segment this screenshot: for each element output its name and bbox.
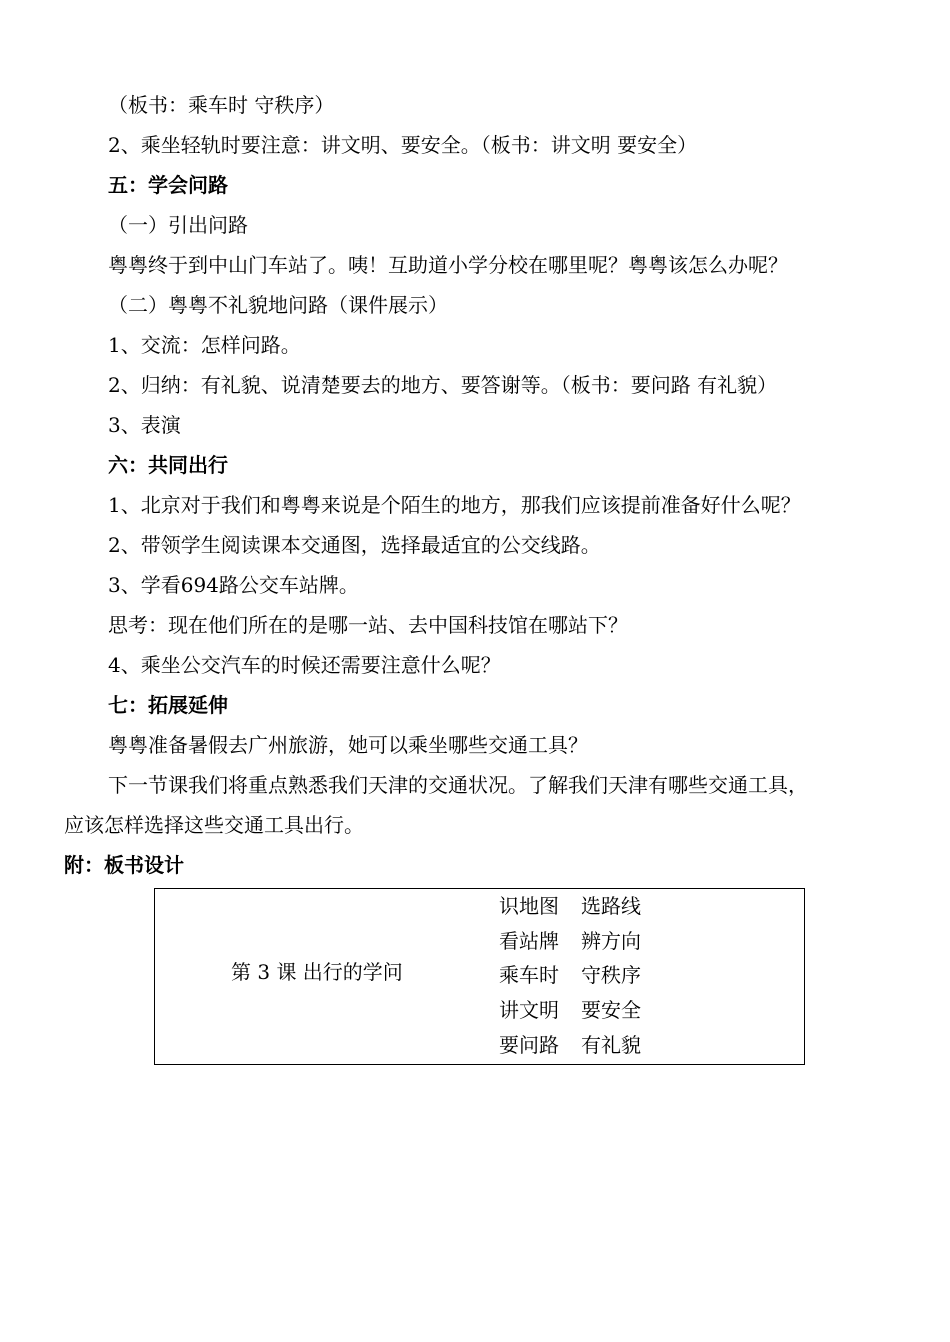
board-row [499, 893, 641, 919]
text-line: 2、归纳：有礼貌、说清楚要去的地方、要答谢等。（板书：要问路 有礼貌） [108, 373, 778, 397]
text-line: 2、乘坐轻轨时要注意：讲文明、要安全。（板书：讲文明 要安全） [108, 133, 698, 157]
board-row [499, 928, 641, 954]
board-row-left: 讲文明 [499, 998, 559, 1022]
section-heading: 附：板书设计 [64, 853, 184, 877]
text-line: （二）粤粤不礼貌地问路（课件展示） [108, 293, 448, 317]
blackboard-design-box [154, 888, 805, 1065]
text-line: 2、带领学生阅读课本交通图，选择最适宜的公交线路。 [108, 533, 601, 557]
text-line: 下一节课我们将重点熟悉我们天津的交通状况。了解我们天津有哪些交通工具， [108, 773, 808, 797]
text-line: 思考：现在他们所在的是哪一站、去中国科技馆在哪站下？ [108, 613, 628, 637]
board-row-right: 辨方向 [581, 929, 641, 953]
text-line: 1、交流：怎样问路。 [108, 333, 301, 357]
board-row-left: 看站牌 [499, 929, 559, 953]
text-line: 粤粤终于到中山门车站了。咦！互助道小学分校在哪里呢？粤粤该怎么办呢？ [108, 253, 788, 277]
board-row-right: 有礼貌 [581, 1033, 641, 1057]
text-line: 1、北京对于我们和粤粤来说是个陌生的地方，那我们应该提前准备好什么呢？ [108, 493, 801, 517]
board-row-left: 要问路 [499, 1033, 559, 1057]
text-line: 粤粤准备暑假去广州旅游，她可以乘坐哪些交通工具？ [108, 733, 588, 757]
board-row [499, 1032, 641, 1058]
board-title: 第 3 课 出行的学问 [231, 960, 403, 984]
section-heading: 五：学会问路 [108, 173, 228, 197]
text-line: （一）引出问路 [108, 213, 248, 237]
board-row-right: 守秩序 [581, 963, 641, 987]
board-row-left: 乘车时 [499, 963, 559, 987]
text-line: （板书：乘车时 守秩序） [108, 93, 335, 117]
text-line: 3、表演 [108, 413, 181, 437]
board-row [499, 997, 641, 1023]
board-row-left: 识地图 [499, 894, 559, 918]
board-row-right: 选路线 [581, 894, 641, 918]
section-heading: 七：拓展延伸 [108, 693, 228, 717]
text-line: 3、学看694路公交车站牌。 [108, 573, 359, 597]
board-row [499, 962, 641, 988]
section-heading: 六：共同出行 [108, 453, 228, 477]
text-line: 4、乘坐公交汽车的时候还需要注意什么呢？ [108, 653, 501, 677]
text-line: 应该怎样选择这些交通工具出行。 [64, 813, 364, 837]
board-row-right: 要安全 [581, 998, 641, 1022]
